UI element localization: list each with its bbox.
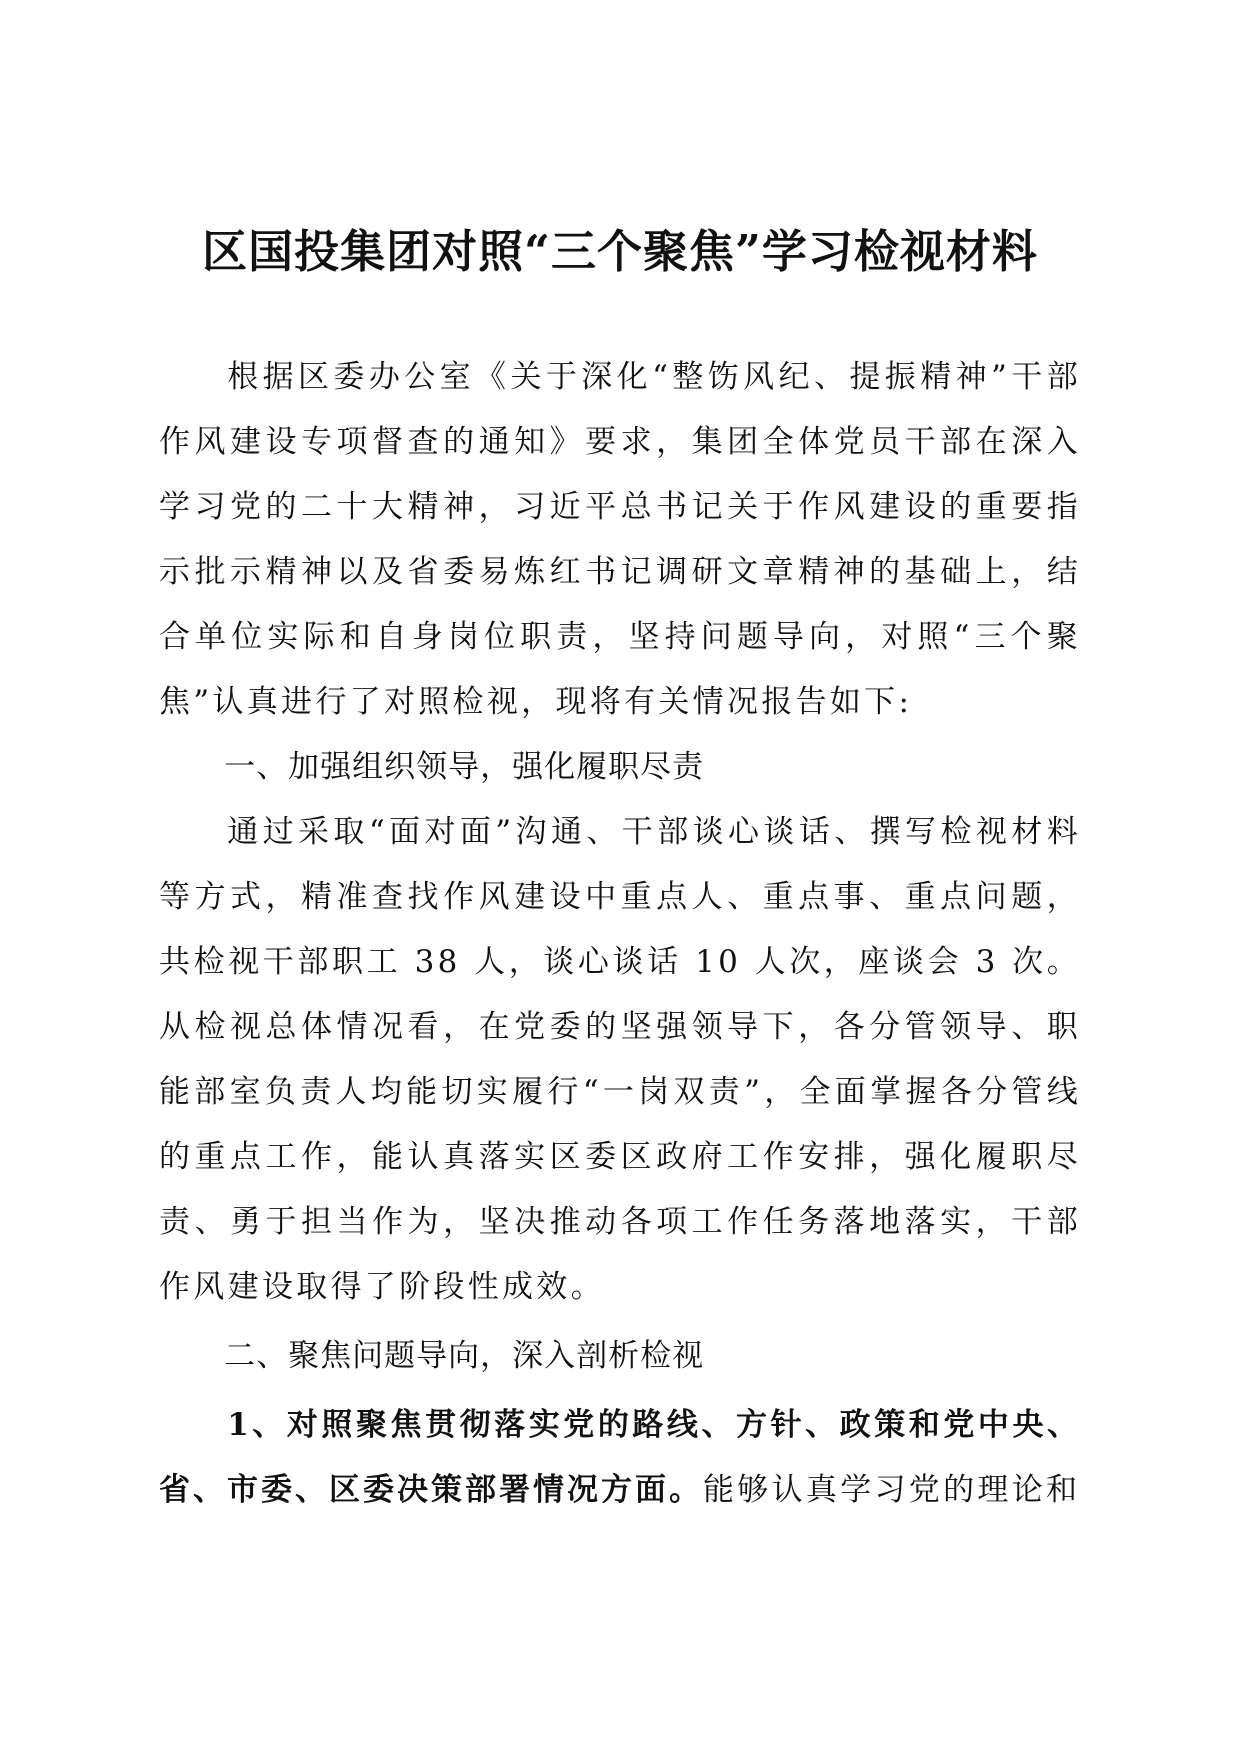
section2-item1-paragraph (159, 1393, 1081, 1523)
section-heading-1: 一、加强组织领导，强化履职尽责 (224, 749, 705, 785)
item1-text: 能够认真学习党的理论和 (703, 1472, 1081, 1508)
document-title: 区国投集团对照“三个聚焦”学习检视材料 (202, 225, 1038, 278)
item1-bold-lead: 1、对照聚焦贯彻落实党的路线、方针、政策和党中央、省、市委、区委决策部署情况方面。 (159, 1407, 1081, 1508)
document-body (159, 345, 1081, 1523)
intro-paragraph: 根据区委办公室《关于深化“整饬风纪、提振精神”干部作风建设专项督查的通知》要求，集团全体党员干部在深入学习党的二十大精神，习近平总书记关于作风建设的重要指示批示精神以及省委易炼红书记调研文章精神的基础上，结合单位实际和自身岗位职责，坚持问题导向，对照“三个聚焦”认真进行了对照检视，现将有关情况报告如下: (159, 359, 1081, 720)
section-heading-2: 二、聚焦问题导向，深入剖析检视 (224, 1338, 705, 1374)
section1-paragraph: 通过采取“面对面”沟通、干部谈心谈话、撰写检视材料等方式，精准查找作风建设中重点人、重点事、重点问题，共检视干部职工 38 人，谈心谈话 10 人次，座谈会 3 次。从检视总体情况看，在党委的坚强领导下，各分管领导、职能部室负责人均能切实履行“一岗双责”，全面掌握各分管线的重点工作，能认真落实区委区政府工作安排，强化履职尽责、勇于担当作为，坚决推动各项工作任务落地落实，干部作风建设取得了阶段性成效。 (159, 814, 1081, 1305)
